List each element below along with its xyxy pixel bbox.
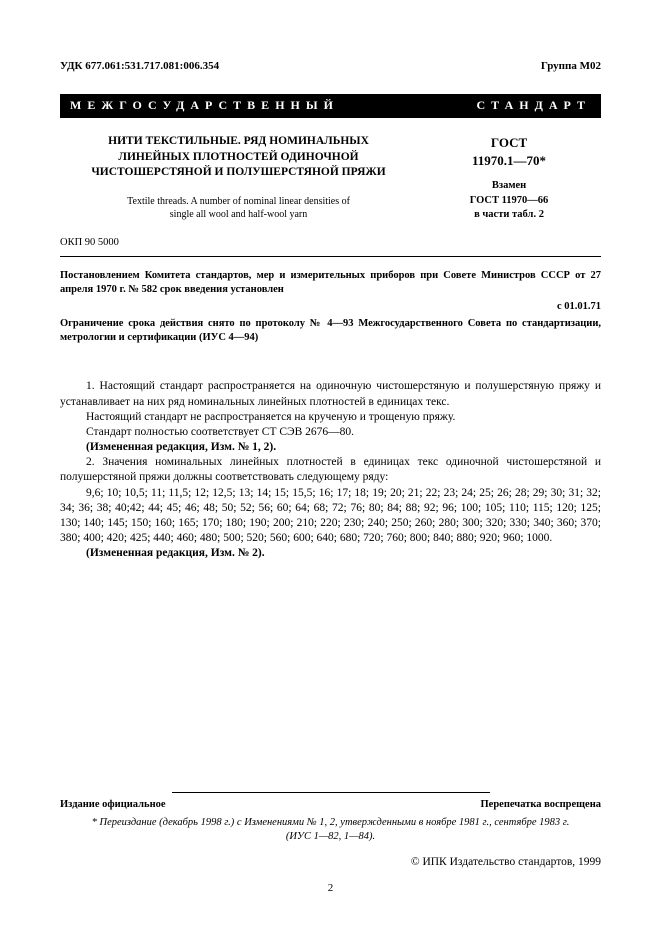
official-edition-label: Издание официальное (60, 799, 166, 810)
replaces-block (417, 179, 601, 223)
document-header-row (60, 60, 601, 72)
banner-word-standart: СТАНДАРТ (476, 98, 591, 112)
gost-designation (417, 134, 601, 169)
reissue-footnote-line1: * Переиздание (декабрь 1998 г.) с Изменениями № 1, 2, утвержденными в ноябре 1981 г., сентябре 1983 г. (91, 817, 570, 828)
paragraph-sev-conformity: Стандарт полностью соответствует СТ СЭВ 2676—80. (86, 425, 355, 438)
footer-separator-rule (172, 792, 490, 793)
group-code: Группа М02 (540, 60, 601, 72)
reissue-footnote-line2: (ИУС 1—82, 1—84). (285, 831, 376, 843)
decree-paragraph: Постановлением Комитета стандартов, мер и измерительных приборов при Совете Министров СССР от 27 апреля 1970 г. № 582 срок введения установлен (60, 269, 601, 295)
document-title-ru: НИТИ ТЕКСТИЛЬНЫЕ. РЯД НОМИНАЛЬНЫХ ЛИНЕЙНЫХ ПЛОТНОСТЕЙ ОДИНОЧНОЙ ЧИСТОШЕРСТЯНОЙ И ПОЛУШЕРСТЯНОЙ ПРЯЖИ (91, 135, 386, 179)
paragraph-scope: 1. Настоящий стандарт распространяется на одиночную чистошерстяную и полушерстяную пряжу и устанавливает на них ряд номинальных линейных плотностей в единицах текс. (60, 380, 601, 408)
limitation-paragraph: Ограничение срока действия снято по протоколу № 4—93 Межгосударственного Совета по стандартизации, метрологии и сертификации (ИУС 4—94) (60, 318, 601, 344)
reprint-prohibited-label: Перепечатка воспрещена (480, 799, 601, 810)
paragraph-densities-intro: 2. Значения номинальных линейных плотностей в единицах текс одиночной чистошерстяной и полушерстяной пряжи должны соответствовать следующему ряду: (60, 456, 601, 484)
paragraph-density-series: 9,6; 10; 10,5; 11; 11,5; 12; 12,5; 13; 14; 15; 15,5; 16; 17; 18; 19; 20; 21; 22; 23; 24; 25; 26; 28; 29; 30; 31; 32; 34; 36; 38; 40;42; 44; 45; 46; 48; 50; 52; 56; 60; 64; 68; 72; 76; 80; 84; 88; 92; 96; 100; 105; 110; 115; 120; 125; 130; 140; 145; 150; 160; 165; 170; 180; 190; 200; 210; 220; 230; 240; 250; 260; 280; 300; 320; 330; 340; 360; 370; 380; 400; 420; 425; 440; 460; 480; 500; 520; 560; 600; 640; 680; 720; 760; 800; 840; 880; 920; 960; 1000. (60, 486, 601, 545)
document-title-en: Textile threads. A number of nominal linear densities of single all wool and half-wool yarn (127, 195, 350, 220)
copyright-notice: © ИПК Издательство стандартов, 1999 (410, 856, 601, 869)
replaces-label: Взамен (491, 180, 527, 192)
title-left-column (60, 134, 417, 248)
gost-number: 11970.1—70* (471, 152, 547, 168)
page-number: 2 (327, 882, 334, 894)
interstate-standard-banner (60, 94, 601, 118)
paragraph-amendment-note-1: (Измененная редакция, Изм. № 1, 2). (86, 441, 277, 454)
okp-code: ОКП 90 5000 (60, 236, 119, 248)
title-separator-rule (60, 256, 601, 257)
footer-row (60, 799, 601, 810)
effective-date: с 01.01.71 (556, 300, 601, 312)
title-right-column (417, 134, 601, 248)
banner-word-mezhgosudarstvenny: МЕЖГОСУДАРСТВЕННЫЙ (70, 98, 339, 112)
reissue-footnote (60, 816, 601, 844)
replaces-reference: ГОСТ 11970—66 (469, 194, 549, 206)
paragraph-exclusion: Настоящий стандарт не распространяется на крученую и трощеную пряжу. (86, 410, 456, 423)
gost-label: ГОСТ (490, 135, 528, 150)
body-text-section (60, 379, 601, 561)
udk-number: УДК 677.061:531.717.081:006.354 (60, 60, 220, 72)
replaces-part: в части табл. 2 (474, 209, 544, 221)
preamble-section (60, 269, 601, 346)
title-block (60, 134, 601, 248)
footer-section (60, 792, 601, 868)
paragraph-amendment-note-2: (Измененная редакция, Изм. № 2). (86, 547, 265, 560)
